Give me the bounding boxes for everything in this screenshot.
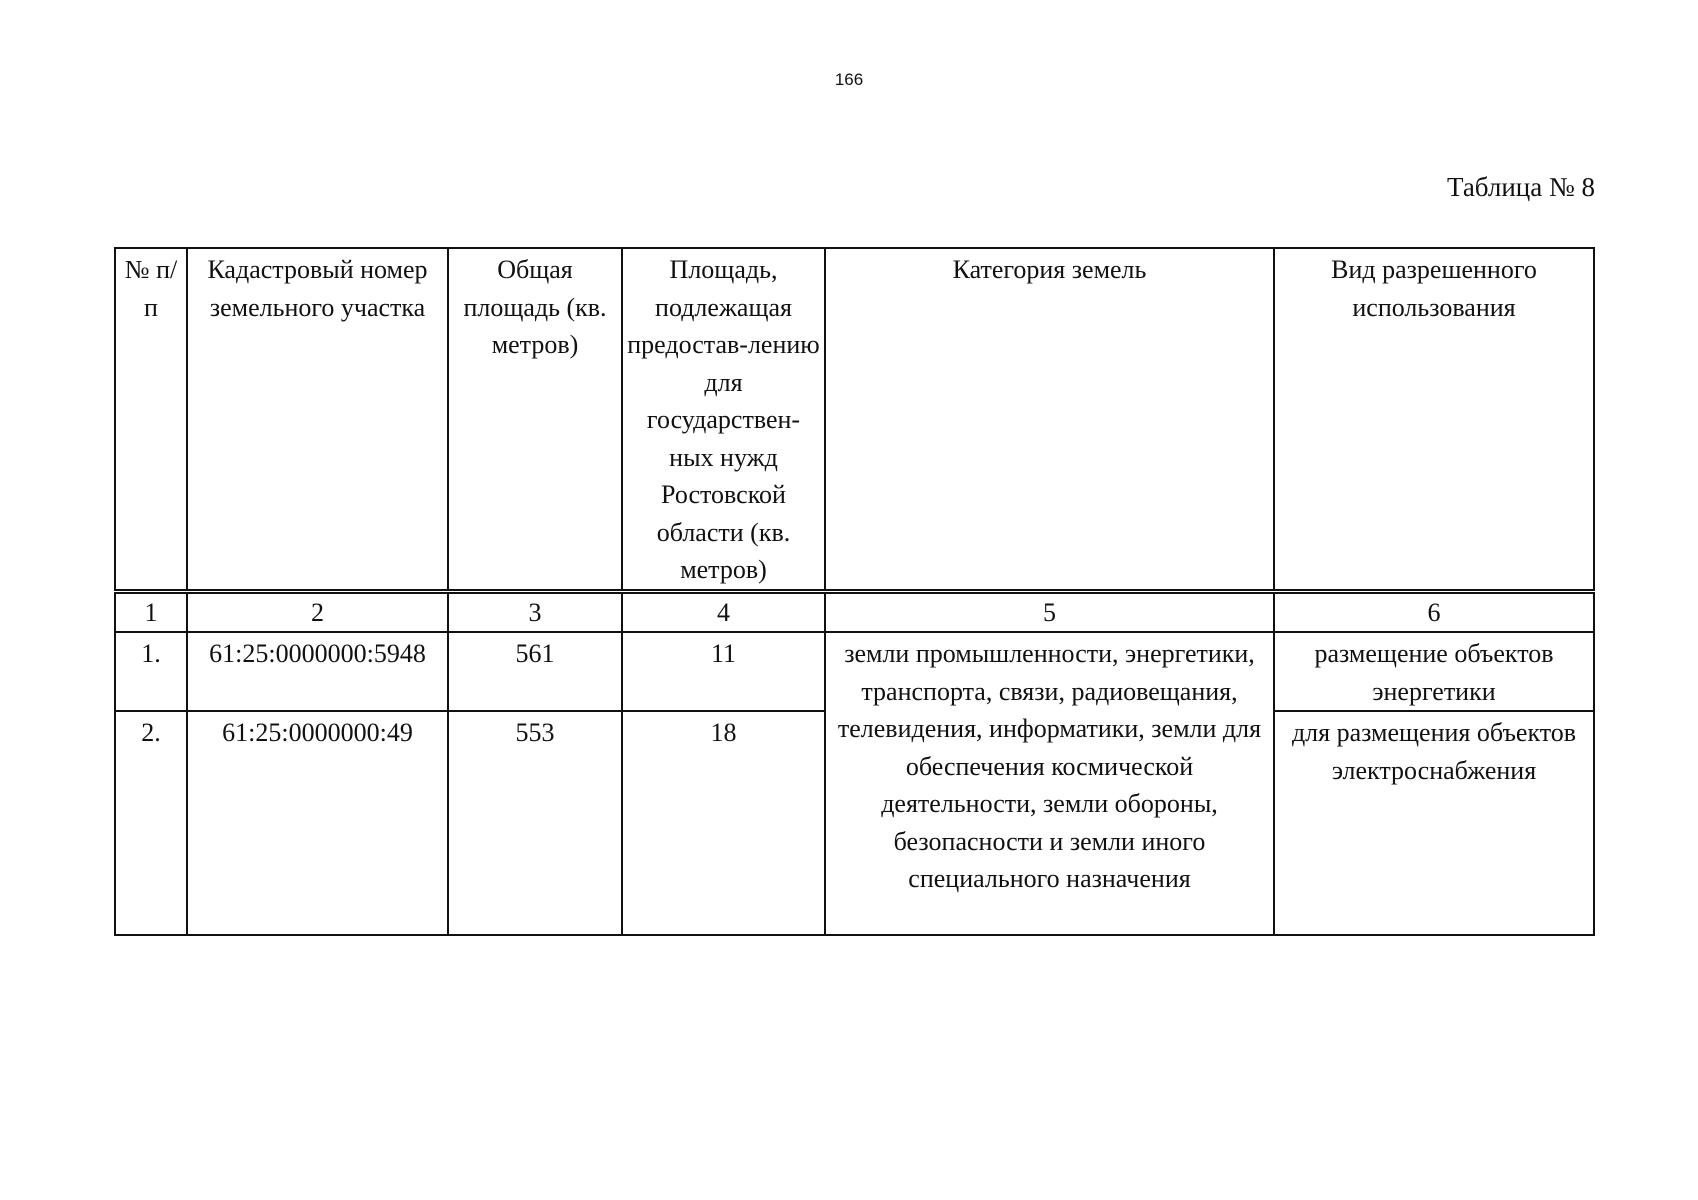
header-permitted-use: Вид разрешенного использования [1274,248,1594,591]
column-number: 2 [187,591,448,632]
column-number: 4 [622,591,825,632]
area-for-state-needs: 11 [622,632,825,711]
cadastral-number: 61:25:0000000:5948 [187,632,448,711]
cadastral-number: 61:25:0000000:49 [187,711,448,935]
row-number: 2. [115,711,187,935]
column-number: 5 [825,591,1274,632]
permitted-use: размещение объектов энергетики [1274,632,1594,711]
permitted-use: для размещения объектов электроснабжения [1274,711,1594,935]
table-header-row [115,248,1594,591]
header-total-area: Общая площадь (кв. метров) [448,248,622,591]
column-number: 3 [448,591,622,632]
column-number-row [115,591,1594,632]
total-area: 553 [448,711,622,935]
header-area-for-state-needs: Площадь, подлежащая предостав-лению для государствен-ных нужд Ростовской области (кв. метров) [622,248,825,591]
header-cadastral-number: Кадастровый номер земельного участка [187,248,448,591]
page-number: 166 [834,70,864,89]
table-row [115,632,1594,711]
header-land-category: Категория земель [825,248,1274,591]
row-number: 1. [115,632,187,711]
area-for-state-needs: 18 [622,711,825,935]
header-no: № п/п [115,248,187,591]
column-number: 6 [1274,591,1594,632]
land-category: земли промышленности, энергетики, транспорта, связи, радиовещания, телевидения, информатики, земли для обеспечения космической деятельности, земли обороны, безопасности и земли иного специального назначения [825,632,1274,935]
column-number: 1 [115,591,187,632]
table-caption: Таблица № 8 [1447,172,1595,202]
land-plots-table [114,247,1595,936]
total-area: 561 [448,632,622,711]
